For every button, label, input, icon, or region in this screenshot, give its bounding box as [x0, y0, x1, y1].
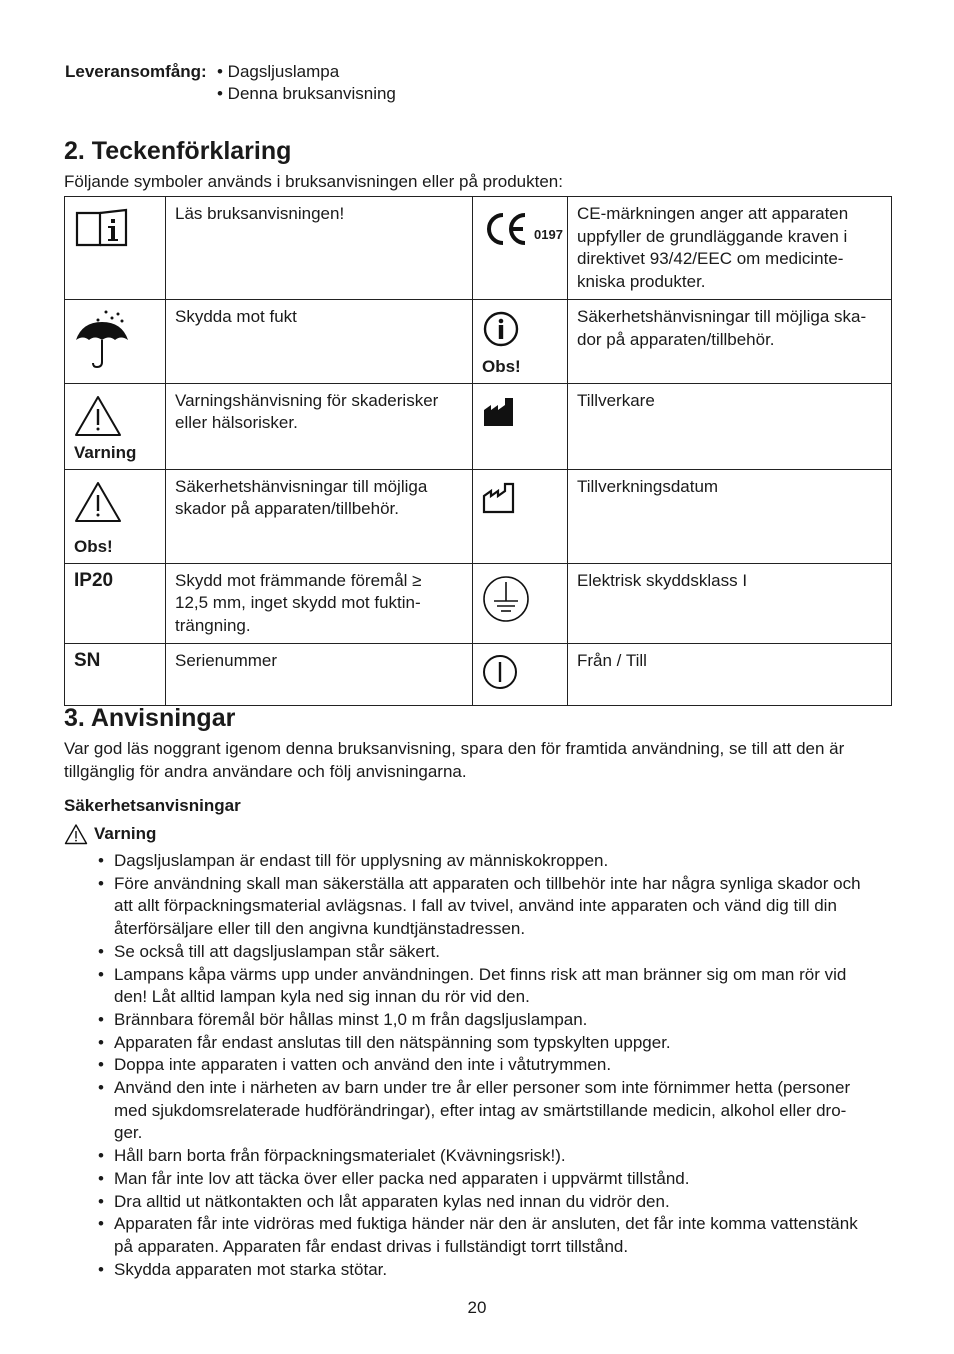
description-line: Säkerhetshänvisningar till möjliga	[175, 476, 428, 496]
info-icon	[482, 310, 522, 348]
ip-code: IP20	[74, 569, 114, 591]
list-item	[96, 1032, 896, 1055]
description-line: eller hälsorisker.	[175, 413, 298, 432]
umbrella-icon	[74, 308, 130, 370]
icon-cell	[65, 197, 166, 300]
icon-cell	[473, 644, 568, 706]
bullet-line: • Brännbara föremål bör hållas minst 1,0 m från dagsljuslampan.	[114, 1009, 588, 1029]
icon-cell	[473, 197, 568, 300]
warning-triangle-icon	[64, 823, 88, 845]
manufacturer-icon	[482, 396, 518, 430]
description-line: CE-märkningen anger att apparaten	[577, 204, 849, 223]
icon-cell	[65, 383, 166, 469]
description-text: Från / Till	[577, 651, 647, 670]
bullet-line: den! Låt alltid lampan kyla ned sig innan du rör vid den.	[114, 987, 530, 1007]
ce-notified-body-code: 0197	[534, 227, 563, 242]
list-item	[96, 1145, 896, 1168]
description-line: skador på apparaten/tillbehör.	[175, 499, 399, 518]
delivery-item: • Denna bruksanvisning	[217, 84, 396, 103]
intro-line: tillgänglig för andra användare och följ anvisningarna.	[64, 761, 467, 781]
table-row	[65, 469, 892, 563]
section-2-intro: Följande symboler används i bruksanvisningen eller på produkten:	[64, 172, 563, 191]
bullet-line: • Använd den inte i närheten av barn under tre år eller personer som inte förnimmer hetta (personer	[114, 1078, 851, 1098]
read-manual-icon	[74, 207, 130, 247]
bullet-line: med sjukdomsrelaterade hudförändringar), efter intag av smärtstillande medicin, alkohol eller dro-	[114, 1100, 847, 1120]
symbol-description	[166, 469, 473, 563]
bullet-line: • Lampans kåpa värms upp under användningen. Det finns risk att man bränner sig om man rör vid	[114, 964, 847, 984]
icon-label: Obs!	[482, 357, 521, 376]
bullet-line: • Se också till att dagsljuslampan står säkert.	[114, 941, 440, 961]
symbol-description	[568, 469, 892, 563]
delivery-items	[217, 61, 396, 105]
list-item	[96, 1191, 896, 1214]
section-3-heading: 3. Anvisningar	[64, 704, 236, 732]
section-3-intro	[64, 738, 844, 783]
bullet-line: återförsäljare eller till den angivna kundtjänstadressen.	[114, 919, 526, 939]
symbol-description	[568, 563, 892, 644]
description-line: 12,5 mm, inget skydd mot fuktin-	[175, 593, 421, 612]
icon-cell	[473, 563, 568, 644]
list-item	[96, 1213, 896, 1258]
serial-number-code: SN	[74, 650, 101, 671]
bullet-line: • Före användning skall man säkerställa att apparaten och tillbehör inte har några synliga skador och	[114, 873, 861, 893]
symbol-description	[166, 197, 473, 300]
bullet-line: • Dra alltid ut nätkontakten och låt apparaten kylas ned innan du vidrör den.	[114, 1191, 670, 1211]
warning-heading: Varning	[94, 824, 157, 843]
delivery-scope	[65, 61, 396, 105]
bullet-line: • Man får inte lov att täcka över eller packa ned apparaten i uppvärmt tillstånd.	[114, 1168, 690, 1188]
description-text: Läs bruksanvisningen!	[175, 204, 345, 223]
bullet-line: på apparaten. Apparaten får endast drivas i fullständigt torrt tillstånd.	[114, 1236, 629, 1256]
icon-cell	[473, 383, 568, 469]
bullet-line: • Håll barn borta från förpackningsmaterialet (Kvävningsrisk!).	[114, 1146, 566, 1166]
table-row	[65, 644, 892, 706]
list-item	[96, 1054, 896, 1077]
table-row	[65, 383, 892, 469]
bullet-line: • Apparaten får inte vidröras med fuktiga händer när den är ansluten, det får inte komma vattenstänk	[114, 1214, 858, 1234]
bullet-line: • Skydda apparaten mot starka stötar.	[114, 1259, 388, 1279]
symbol-description	[568, 644, 892, 706]
warning-heading-row	[64, 823, 156, 845]
intro-line: Var god läs noggrant igenom denna bruksanvisning, spara den för framtida användning, se till att den är	[64, 739, 845, 758]
icon-cell	[65, 563, 166, 644]
page-number: 20	[467, 1298, 487, 1317]
description-line: direktivet 93/42/EEC om medicinte-	[577, 249, 844, 268]
description-line: trängning.	[175, 615, 251, 635]
list-item	[96, 1168, 896, 1191]
symbol-description	[166, 563, 473, 644]
safety-heading: Säkerhetsanvisningar	[64, 796, 241, 815]
icon-label: Varning	[74, 443, 137, 462]
table-row	[65, 300, 892, 384]
description-text: Elektrisk skyddsklass I	[577, 570, 748, 590]
list-item	[96, 1077, 896, 1145]
icon-cell	[473, 300, 568, 384]
list-item	[96, 1259, 896, 1282]
description-text: Tillverkningsdatum	[577, 476, 719, 496]
delivery-label: Leveransomfång:	[65, 62, 207, 81]
list-item	[96, 941, 896, 964]
list-item	[96, 1009, 896, 1032]
warning-triangle-icon	[74, 394, 122, 438]
table-row	[65, 197, 892, 300]
manufacturing-date-icon	[482, 482, 518, 516]
description-line: uppfyller de grundläggande kraven i	[577, 226, 848, 246]
symbol-description	[166, 300, 473, 384]
table-row	[65, 563, 892, 644]
power-on-off-icon	[482, 652, 522, 692]
safety-bullet-list	[96, 850, 896, 1281]
description-line: kniska produkter.	[577, 271, 706, 291]
description-text: Skydda mot fukt	[175, 307, 297, 326]
ce-mark-icon	[482, 207, 540, 247]
symbol-description	[568, 383, 892, 469]
delivery-item: • Dagsljuslampa	[217, 62, 340, 81]
list-item	[96, 964, 896, 1009]
bullet-line: • Apparaten får endast anslutas till den nätspänning som typskylten uppger.	[114, 1032, 671, 1052]
description-text: Serienummer	[175, 651, 278, 670]
description-text: Tillverkare	[577, 390, 655, 410]
list-item	[96, 873, 896, 941]
symbol-description	[166, 644, 473, 706]
description-line: Säkerhetshänvisningar till möjliga ska-	[577, 307, 867, 326]
icon-label: Obs!	[74, 537, 113, 556]
icon-cell	[65, 469, 166, 563]
bullet-line: ger.	[114, 1123, 143, 1143]
icon-cell	[65, 644, 166, 706]
description-line: Varningshänvisning för skaderisker	[175, 390, 439, 410]
symbol-description	[568, 300, 892, 384]
bullet-line: att allt förpackningsmaterial avlägsnas. I fall av tvivel, använd inte apparaten och vänd dig till din	[114, 896, 837, 916]
description-line: dor på apparaten/tillbehör.	[577, 329, 775, 349]
list-item	[96, 850, 896, 873]
protection-class-earth-icon	[482, 574, 534, 624]
symbol-table	[64, 196, 892, 706]
caution-triangle-icon	[74, 480, 122, 524]
section-2-heading: 2. Teckenförklaring	[64, 137, 292, 165]
description-line: Skydd mot främmande föremål ≥	[175, 570, 422, 590]
bullet-line: • Dagsljuslampan är endast till för upplysning av människokroppen.	[114, 851, 609, 870]
symbol-description	[166, 383, 473, 469]
icon-cell	[65, 300, 166, 384]
icon-cell	[473, 469, 568, 563]
symbol-description	[568, 197, 892, 300]
bullet-line: • Doppa inte apparaten i vatten och använd den inte i våtutrymmen.	[114, 1055, 612, 1075]
